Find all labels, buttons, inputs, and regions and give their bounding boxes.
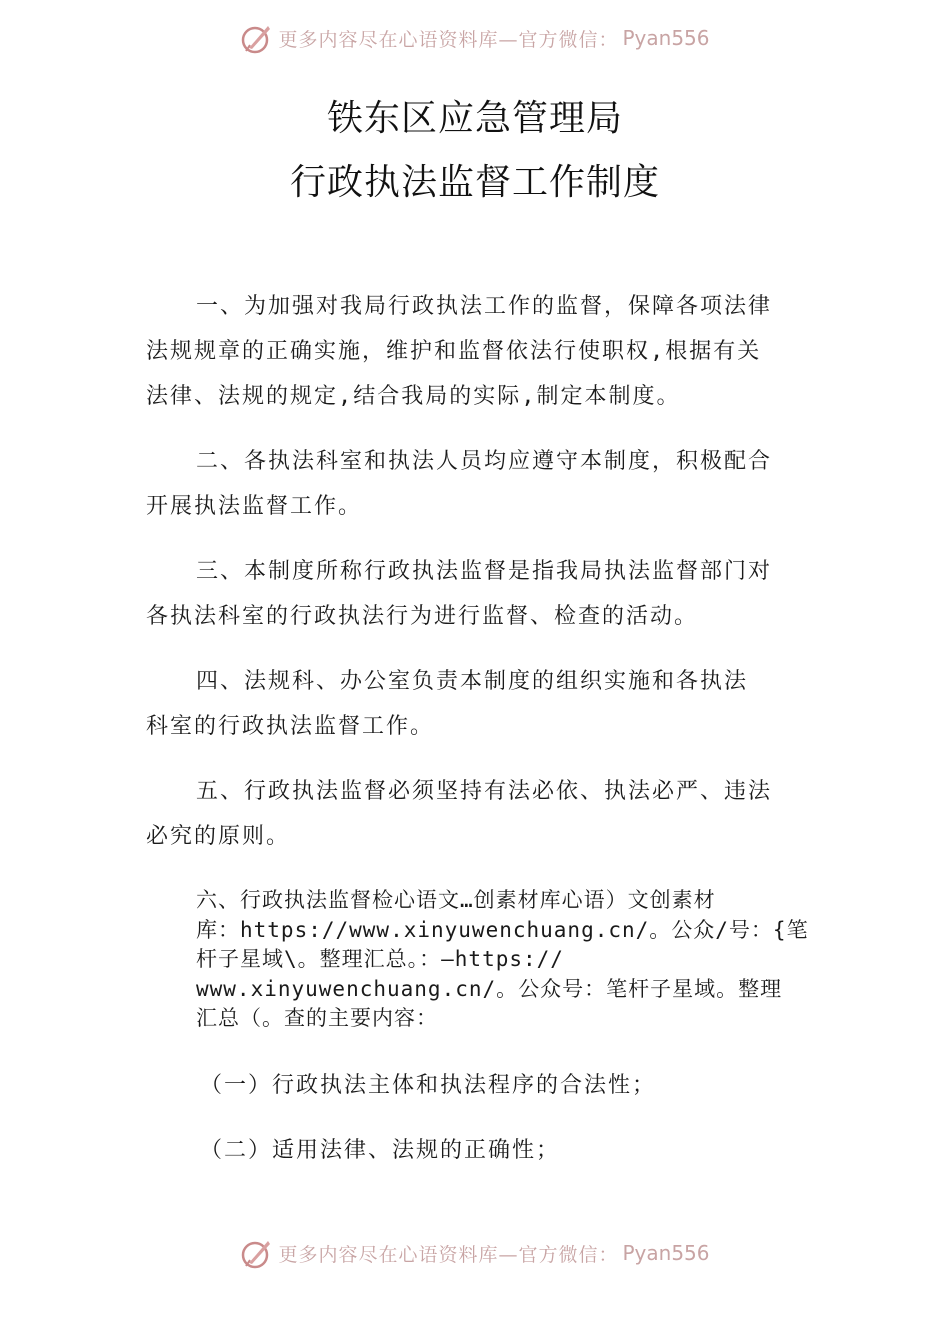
document-title-line2: 行政执法监督工作制度 bbox=[289, 162, 660, 203]
paragraph-line: 六、行政执法监督检心语文…创素材库心语）文创素材 bbox=[196, 888, 716, 912]
list-item-1: （一）行政执法主体和执法程序的合法性； bbox=[200, 1073, 657, 1098]
document-title-line1: 铁东区应急管理局 bbox=[326, 98, 623, 139]
watermark-header bbox=[0, 18, 950, 58]
quill-logo-icon bbox=[240, 1236, 274, 1270]
paragraph-line: 必究的原则。 bbox=[146, 824, 291, 849]
watermark-footer bbox=[0, 1233, 950, 1273]
paragraph-line: 库：https://www.xinyuwenchuang.cn/。公众/号：{笔 bbox=[196, 917, 809, 942]
quill-logo-icon bbox=[240, 21, 274, 55]
paragraph-line: 各执法科室的行政执法行为进行监督、检查的活动。 bbox=[146, 604, 699, 629]
paragraph-line: 四、法规科、办公室负责本制度的组织实施和各执法 bbox=[196, 669, 749, 694]
paragraph-1 bbox=[146, 284, 810, 419]
paragraph-line: 杆子星域\。整理汇总。：—https:// bbox=[196, 947, 564, 971]
watermark-wechat-id: Pyan556 bbox=[622, 1241, 710, 1265]
paragraph-6 bbox=[196, 886, 810, 1034]
paragraph-line: 一、为加强对我局行政执法工作的监督，保障各项法律 bbox=[196, 294, 773, 319]
paragraph-line: 五、行政执法监督必须坚持有法必依、执法必严、违法 bbox=[196, 779, 773, 804]
paragraph-line: 科室的行政执法监督工作。 bbox=[146, 714, 435, 739]
list-item-2: （二）适用法律、法规的正确性； bbox=[200, 1138, 561, 1163]
watermark-text: 更多内容尽在心语资料库—官方微信： bbox=[278, 1243, 619, 1266]
paragraph-line: www.xinyuwenchuang.cn/。公众号：笔杆子星域。整理 bbox=[196, 976, 783, 1001]
paragraph-3 bbox=[146, 549, 810, 639]
paragraph-5 bbox=[146, 769, 810, 859]
paragraph-line: 三、本制度所称行政执法监督是指我局执法监督部门对 bbox=[196, 559, 773, 584]
paragraph-line: 二、各执法科室和执法人员均应遵守本制度，积极配合 bbox=[196, 449, 773, 474]
paragraph-4 bbox=[146, 659, 810, 749]
paragraph-line: 开展执法监督工作。 bbox=[146, 494, 363, 519]
paragraph-line: 汇总（。查的主要内容： bbox=[196, 1006, 438, 1030]
watermark-text: 更多内容尽在心语资料库—官方微信： bbox=[278, 28, 619, 51]
paragraph-line: 法规规章的正确实施，维护和监督依法行使职权,根据有关 bbox=[146, 339, 762, 364]
paragraph-2 bbox=[146, 439, 810, 529]
paragraph-line: 法律、法规的规定,结合我局的实际,制定本制度。 bbox=[146, 384, 681, 409]
watermark-wechat-id: Pyan556 bbox=[622, 26, 710, 50]
